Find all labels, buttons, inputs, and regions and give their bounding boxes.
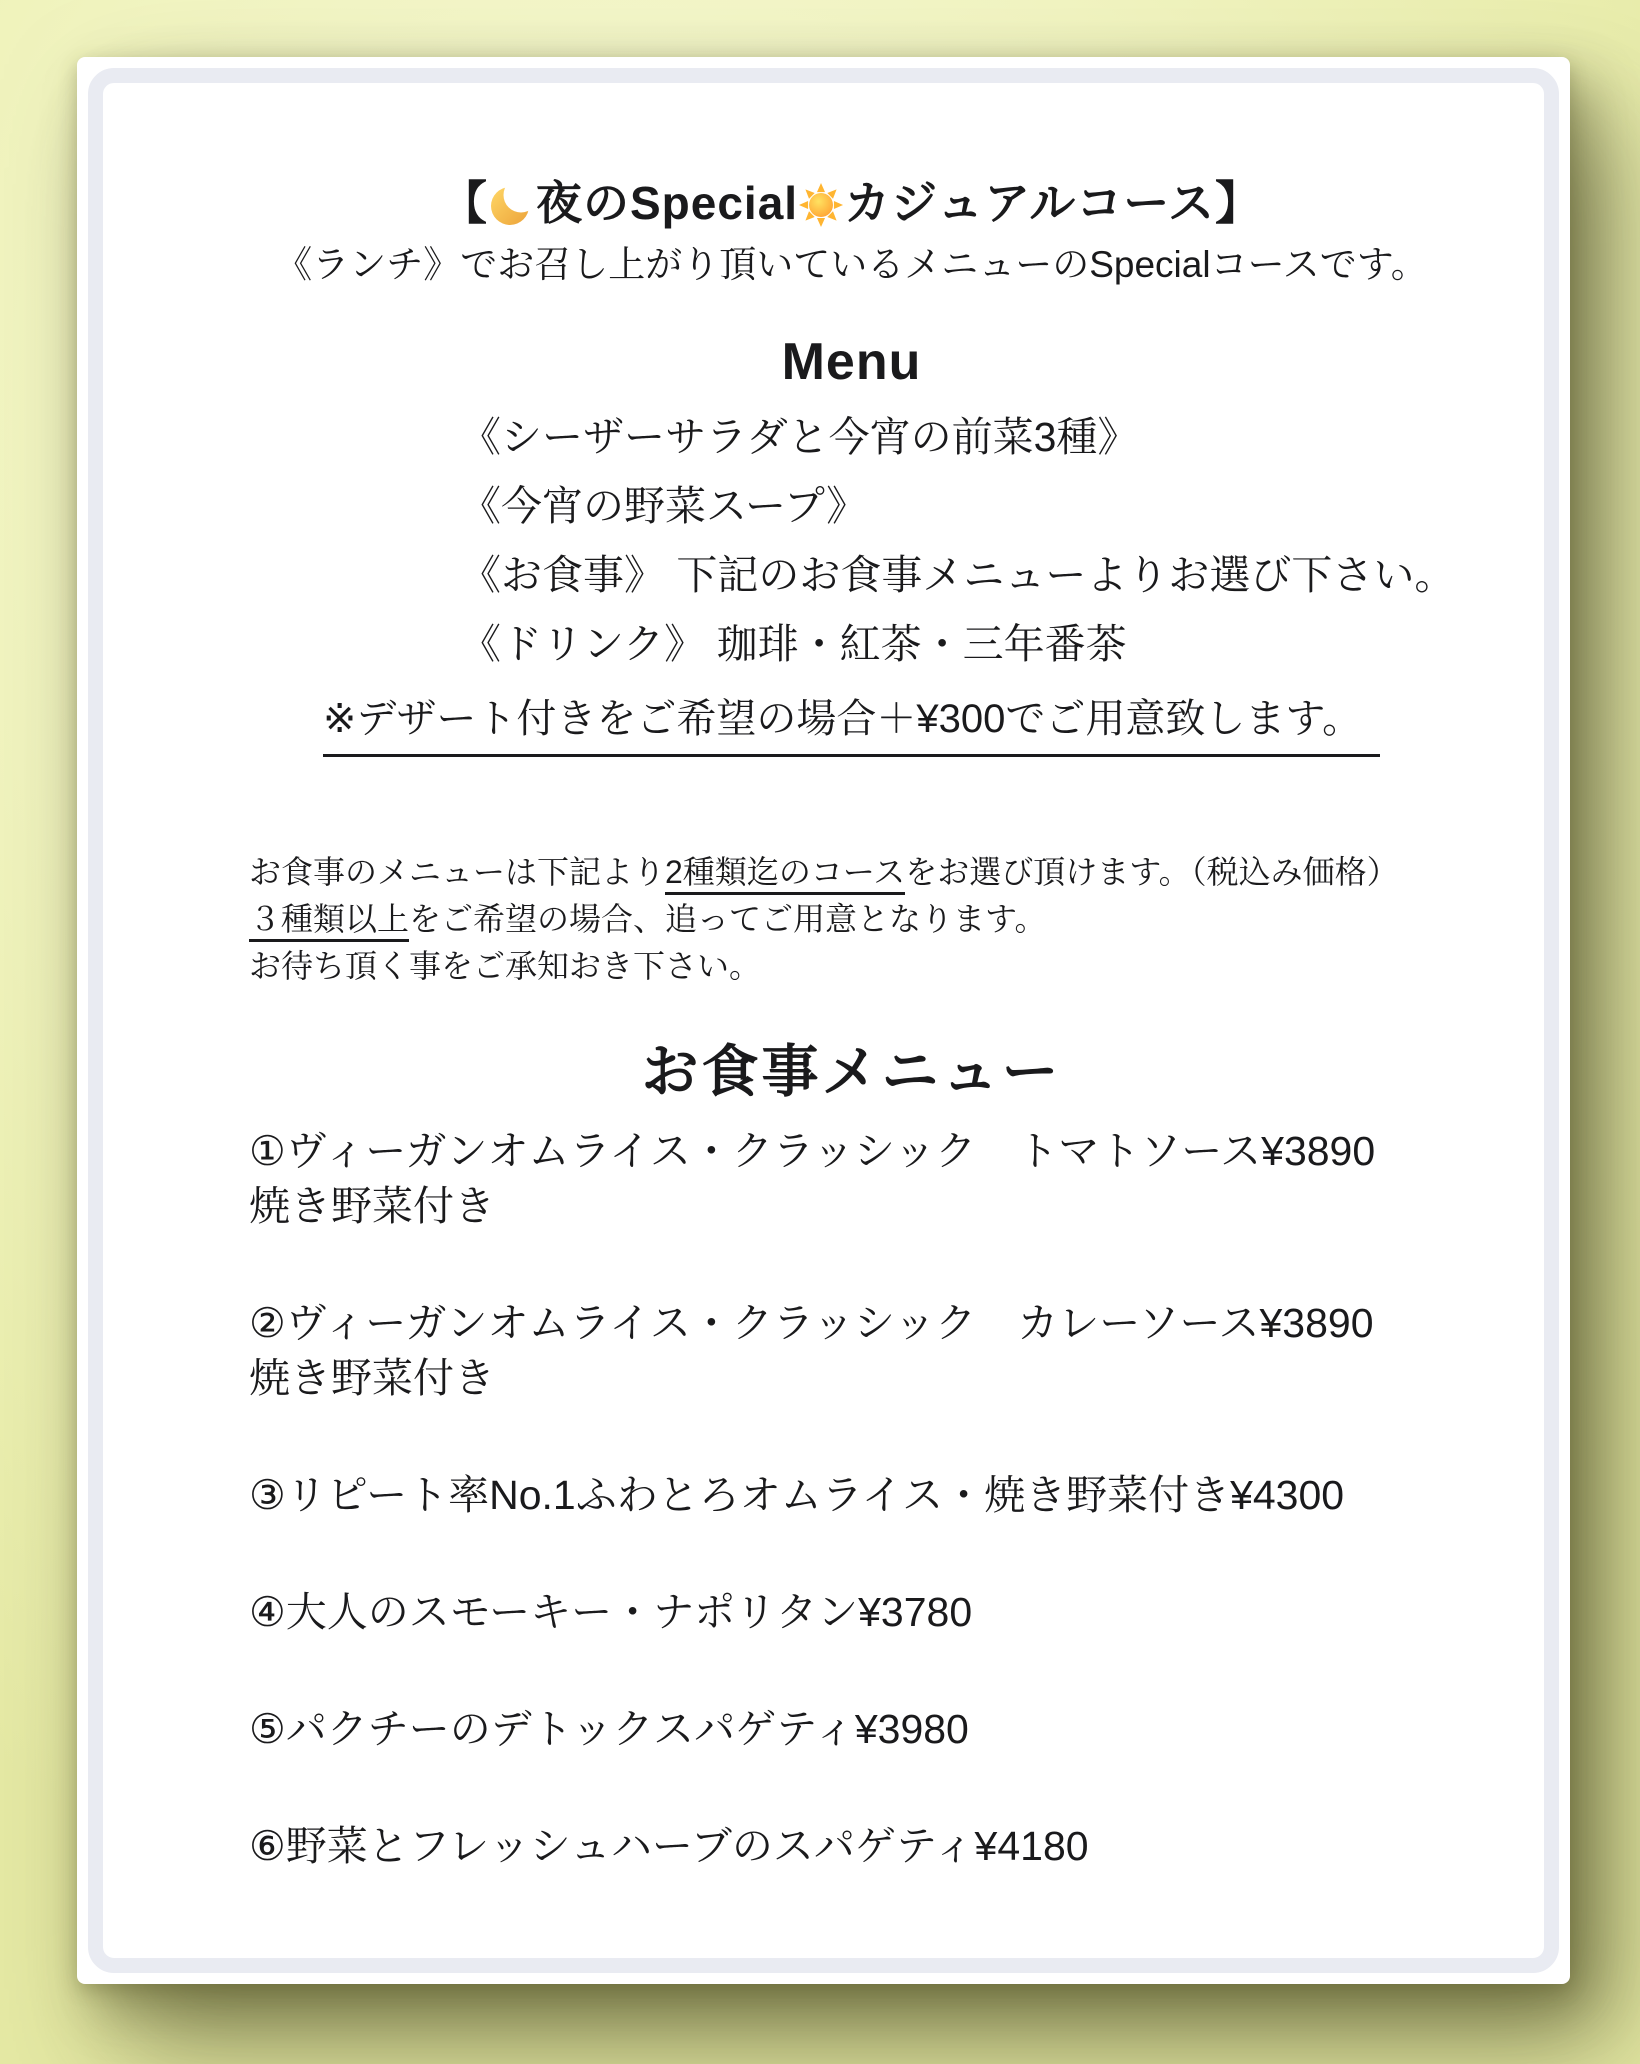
notice-paragraph [249,849,1456,990]
notice-line-2 [249,896,1456,943]
dessert-note-text: ※デザート付きをご希望の場合＋¥300でご用意致します。 [323,693,1380,757]
meal-item-1-line-1: ①ヴィーガンオムライス・クラッシック トマトソース¥3890 [249,1128,1376,1174]
dessert-note [247,693,1456,757]
meal-item-5-line-1: ⑤パクチーのデトックスパゲティ¥3980 [249,1706,969,1752]
meal-item-6-line-1: ⑥野菜とフレッシュハーブのスパゲティ¥4180 [249,1823,1089,1869]
subtitle: 《ランチ》でお召し上がり頂いているメニューのSpecialコースです。 [275,244,1428,285]
crescent-moon-icon [488,180,536,228]
meal-list [249,1124,1456,1874]
meal-item-2-line-2: 焼き野菜付き [249,1355,495,1401]
meal-item-1-line-2: 焼き野菜付き [249,1183,495,1229]
meal-item-6 [249,1819,1456,1874]
meal-item-1 [249,1124,1456,1234]
course-item-salad: 《シーザーサラダと今宵の前菜3種》 [460,414,1139,460]
meal-item-2 [249,1296,1456,1406]
notice-line-1 [249,849,1456,896]
page-title [247,173,1456,233]
meal-item-4-line-1: ④大人のスモーキー・ナポリタン¥3780 [249,1589,973,1635]
meal-item-3 [249,1468,1456,1523]
title-moon-part: 夜のSpecial [535,177,799,229]
inner-frame-border [88,68,1559,1973]
meal-menu-heading: お食事メニュー [641,1040,1062,1104]
course-list [460,403,1456,679]
title-sun-part: カジュアルコース】 [844,177,1263,229]
course-item-main: 《お食事》 下記のお食事メニューよりお選び下さい。 [460,552,1456,598]
meal-item-3-line-1: ③リピート率No.1ふわとろオムライス・焼き野菜付き¥4300 [249,1472,1345,1518]
notice-line-3: お待ち頂く事をご承知おき下さい。 [249,948,762,984]
notice-line-1-underlined: 2種類迄のコース [665,854,905,895]
card-content [103,83,1544,1958]
sun-icon [798,182,844,228]
course-item-drink: 《ドリンク》 珈琲・紅茶・三年番茶 [460,621,1127,667]
menu-card [77,57,1570,1984]
meal-item-2-line-1: ②ヴィーガンオムライス・クラッシック カレーソース¥3890 [249,1300,1374,1346]
notice-line-1-tail: をお選び頂けます。（税込み価格） [905,854,1399,890]
meal-item-4 [249,1585,1456,1640]
meal-item-5 [249,1702,1456,1757]
notice-line-2-underlined: ３種類以上 [249,901,409,942]
notice-line-1-plain: お食事のメニューは下記より [249,854,666,890]
notice-line-2-plain: をご希望の場合、追ってご用意となります。 [409,901,1047,937]
title-open-bracket: 【 [440,177,488,229]
course-item-soup: 《今宵の野菜スープ》 [460,483,868,529]
menu-heading: Menu [781,333,922,391]
